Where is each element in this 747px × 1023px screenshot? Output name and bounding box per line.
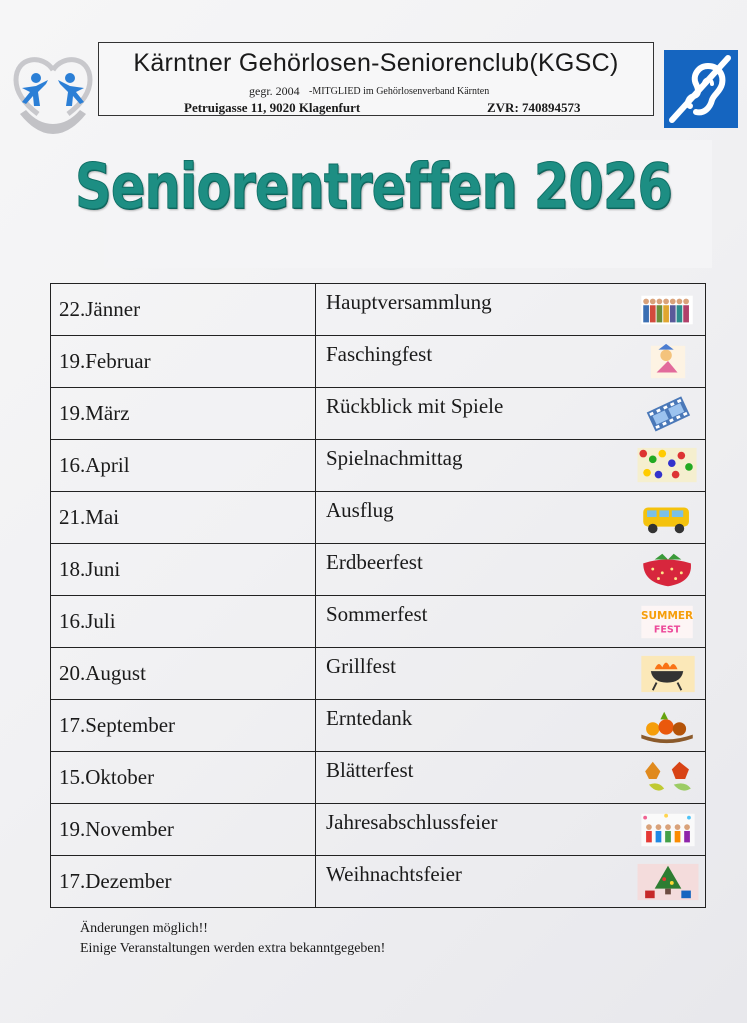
- event-date: 19.November: [51, 804, 316, 856]
- event-date: 20.August: [51, 648, 316, 700]
- svg-text:FEST: FEST: [653, 624, 681, 636]
- film-strip-icon: [637, 394, 699, 434]
- event-cell: [316, 492, 706, 544]
- event-date: 17.September: [51, 700, 316, 752]
- table-row: [51, 544, 706, 596]
- board-game-icon: [637, 446, 699, 486]
- table-row: [51, 492, 706, 544]
- table-row: [51, 336, 706, 388]
- event-name: Spielnachmittag: [326, 446, 463, 470]
- event-name: Ausflug: [326, 498, 394, 522]
- table-row: [51, 596, 706, 648]
- harvest-icon: [637, 706, 699, 746]
- event-name: Jahresabschlussfeier: [326, 810, 498, 834]
- event-cell: [316, 804, 706, 856]
- event-cell: [316, 544, 706, 596]
- celebration-icon: [637, 810, 699, 850]
- autumn-leaves-icon: [637, 758, 699, 798]
- event-date: 19.Februar: [51, 336, 316, 388]
- event-name: Grillfest: [326, 654, 396, 678]
- founded-text: gegr. 2004: [249, 84, 300, 98]
- table-row: [51, 856, 706, 908]
- event-date: 15.Oktober: [51, 752, 316, 804]
- event-date: 17.Dezember: [51, 856, 316, 908]
- event-name: Erntedank: [326, 706, 413, 730]
- event-cell: [316, 596, 706, 648]
- carnival-icon: [637, 342, 699, 382]
- event-name: Hauptversammlung: [326, 290, 492, 314]
- event-name: Sommerfest: [326, 602, 428, 626]
- event-name: Rückblick mit Spiele: [326, 394, 504, 418]
- event-cell: [316, 700, 706, 752]
- event-schedule-table: [50, 283, 706, 908]
- hearing-impaired-icon: [664, 50, 738, 128]
- event-date: 16.April: [51, 440, 316, 492]
- notes: [80, 919, 385, 959]
- event-name: Blätterfest: [326, 758, 414, 782]
- zvr-text: ZVR: 740894573: [487, 100, 581, 115]
- table-row: [51, 752, 706, 804]
- membership-text: -MITGLIED im Gehörlosenverband Kärnten: [309, 86, 490, 97]
- grill-icon: [637, 654, 699, 694]
- christmas-icon: [637, 862, 699, 902]
- note-changes: Änderungen möglich!!: [80, 921, 208, 936]
- event-cell: [316, 336, 706, 388]
- table-row: [51, 284, 706, 336]
- event-name: Erdbeerfest: [326, 550, 423, 574]
- event-cell: [316, 752, 706, 804]
- event-cell: [316, 440, 706, 492]
- event-name: Faschingfest: [326, 342, 433, 366]
- event-date: 16.Juli: [51, 596, 316, 648]
- club-header: [98, 42, 654, 116]
- table-row: [51, 700, 706, 752]
- page-title: Seniorentreffen 2026: [75, 150, 672, 223]
- event-date: 21.Mai: [51, 492, 316, 544]
- event-cell: [316, 856, 706, 908]
- table-row: [51, 388, 706, 440]
- strawberry-icon: [637, 550, 699, 590]
- address-text: Petruigasse 11, 9020 Klagenfurt: [184, 100, 361, 115]
- event-date: 18.Juni: [51, 544, 316, 596]
- table-row: [51, 440, 706, 492]
- table-row: [51, 804, 706, 856]
- summer-fest-icon: [637, 602, 699, 642]
- bus-icon: [637, 498, 699, 538]
- event-date: 22.Jänner: [51, 284, 316, 336]
- note-announcements: Einige Veranstaltungen werden extra bekanntgegeben!: [80, 941, 386, 956]
- table-row: [51, 648, 706, 700]
- svg-text:SUMMER: SUMMER: [641, 610, 694, 623]
- club-logo-icon: [8, 48, 98, 140]
- people-group-icon: [637, 290, 699, 330]
- event-cell: [316, 388, 706, 440]
- event-name: Weihnachtsfeier: [326, 862, 462, 886]
- club-name: Kärntner Gehörlosen-Seniorenclub(KGSC): [133, 49, 619, 77]
- event-date: 19.März: [51, 388, 316, 440]
- event-cell: [316, 284, 706, 336]
- event-cell: [316, 648, 706, 700]
